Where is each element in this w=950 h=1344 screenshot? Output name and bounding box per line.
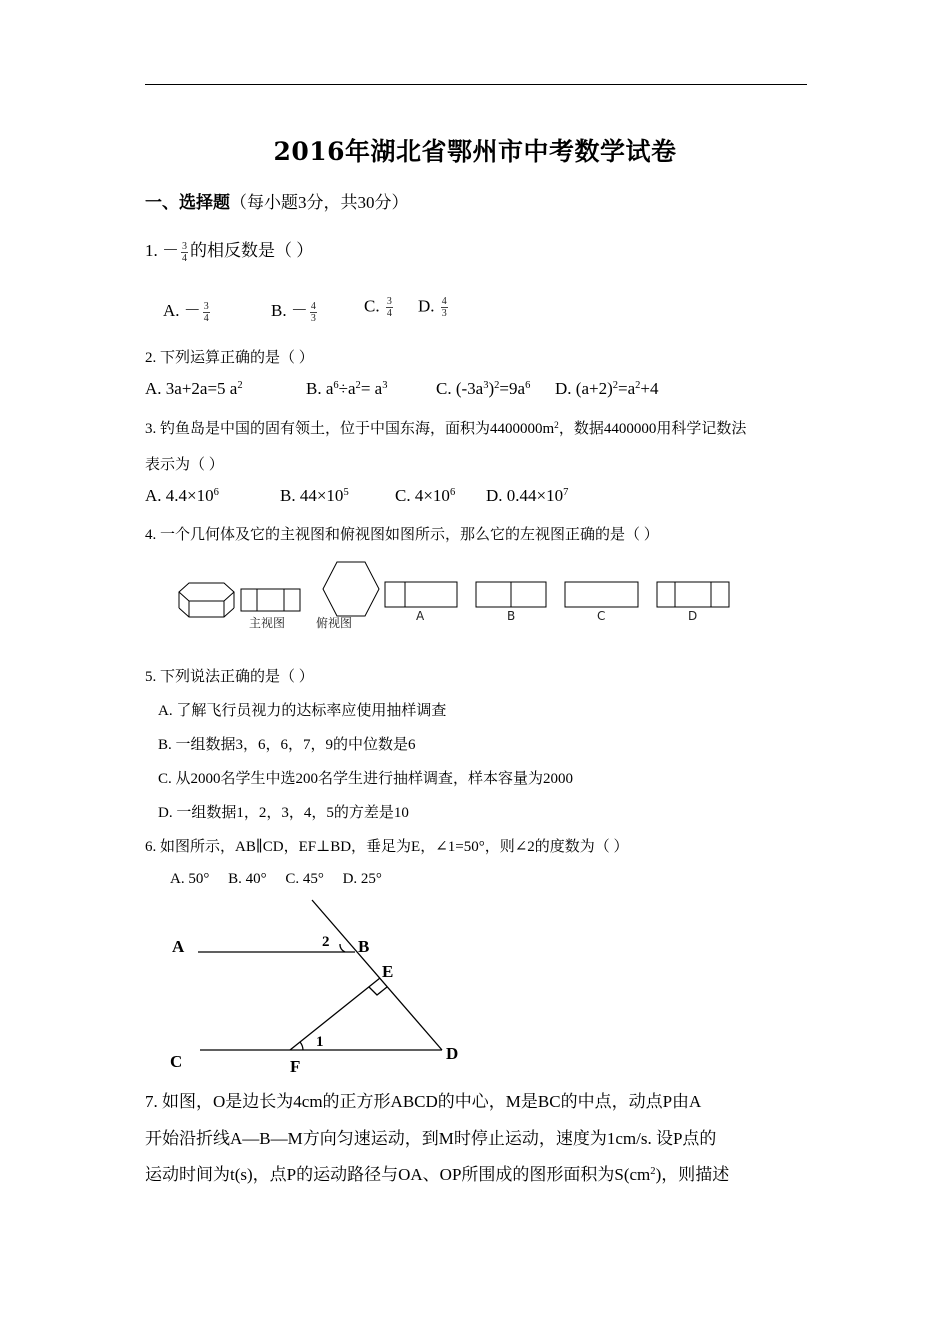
question-3-option-c: C. $4\times 10^6$ <box>395 486 456 505</box>
question-5-option-a: A. 了解飞行员视力的达标率应使用抽样调查 <box>158 703 447 719</box>
main-view <box>241 589 300 611</box>
angle-label-1: 1 <box>316 1034 324 1050</box>
question-3-line-1: 3. 钓鱼岛是中国的固有领土，位于中国东海，面积为$4400000m^2$，数据4400000用科学记数法 <box>145 420 747 437</box>
question-3-option-b: B. $44\times 10^5$ <box>280 486 349 505</box>
question-5-option-b: B. 一组数据3，6，6，7，9的中位数是6 <box>158 737 416 753</box>
caption-option-a: A <box>416 609 425 623</box>
question-3-option-d: D. $0.44\times 10^7$ <box>486 486 569 505</box>
top-view-hexagon <box>323 562 379 616</box>
option-b-shape <box>476 582 546 607</box>
question-1-stem: 1. － $\frac{3}{4}$ 的相反数是（ ） <box>145 240 314 264</box>
page-title: 2016年湖北省鄂州市中考数学试卷 <box>273 137 677 166</box>
option-a-shape <box>385 582 457 607</box>
label-f: F <box>290 1057 301 1076</box>
question-5-option-d: D. 一组数据1，2，3，4，5的方差是10 <box>158 805 409 821</box>
question-5-option-c: C. 从2000名学生中选200名学生进行抽样调查，样本容量为2000 <box>158 771 574 787</box>
caption-option-b: B <box>507 609 516 623</box>
question-5-stem: 5. 下列说法正确的是（ ） <box>145 669 314 685</box>
question-3-option-a: A. $4.4\times 10^6$ <box>145 486 219 505</box>
hexagonal-prism <box>179 583 234 617</box>
option-d-shape <box>657 582 729 607</box>
question-7-line-2: 开始沿折线A—B—M方向匀速运动，到M时停止运动，速度为1cm/s. 设P点的 <box>145 1129 717 1148</box>
question-2-option-a: A. 3a+2a=5 $a^2$ <box>145 379 243 398</box>
question-2-option-c: C. $(-3a^3)^2=9a^6$ <box>436 379 531 398</box>
top-rule <box>145 84 807 85</box>
section-heading-label: 一、选择题 <box>145 193 230 213</box>
label-d: D <box>446 1044 459 1063</box>
question-6-stem: 6. 如图所示，AB∥CD，EF⊥BD，垂足为E，∠1=50°，则∠2的度数为（ ） <box>145 839 629 855</box>
question-1-option-b: B. － $\frac{4}{3}$ <box>271 300 316 324</box>
question-1-option-a: A. － $\frac{3}{4}$ <box>163 300 209 324</box>
right-angle-mark <box>369 987 387 995</box>
line-bd <box>312 900 442 1050</box>
question-2-option-b: B. $a^6\div a^2= a^3$ <box>306 379 388 398</box>
question-1-option-c: C. $\frac{3}{4}$ <box>364 296 392 319</box>
caption-top-view: 俯视图 <box>316 616 353 630</box>
line-ef <box>290 978 380 1050</box>
option-c-shape <box>565 582 638 607</box>
question-6-figure <box>160 890 480 1080</box>
caption-option-d: D <box>688 609 698 623</box>
question-7-line-1: 7. 如图，O是边长为4cm的正方形ABCD的中心，M是BC的中点，动点P由A <box>145 1092 702 1111</box>
label-c: C <box>170 1052 183 1071</box>
caption-main-view: 主视图 <box>249 616 286 630</box>
angle-1-arc <box>300 1042 303 1050</box>
label-a: A <box>172 937 185 956</box>
question-4-stem: 4. 一个几何体及它的主视图和俯视图如图所示，那么它的左视图正确的是（ ） <box>145 527 659 543</box>
question-6-options: A. 50° B. 40° C. 45° D. 25° <box>170 871 382 887</box>
angle-label-2: 2 <box>322 934 330 950</box>
label-b: B <box>358 937 370 956</box>
angle-2-arc <box>340 944 345 952</box>
fraction: $\frac{3}{4}$ <box>182 240 187 264</box>
question-2-option-d: D. $(a+2)^2=a^2+4$ <box>555 379 659 398</box>
section-heading <box>145 188 409 213</box>
section-heading-note: （每小题3分，共30分） <box>230 193 409 212</box>
question-3-line-2: 表示为（ ） <box>145 457 224 473</box>
question-7-line-3: 运动时间为t(s)，点P的运动路径与OA、OP所围成的图形面积为$S(cm^2)$，则描述 <box>145 1165 730 1184</box>
question-1-option-d: D. $\frac{4}{3}$ <box>418 296 447 319</box>
label-e: E <box>382 962 394 981</box>
question-2-stem: 2. 下列运算正确的是（ ） <box>145 350 314 366</box>
caption-option-c: C <box>597 609 606 623</box>
